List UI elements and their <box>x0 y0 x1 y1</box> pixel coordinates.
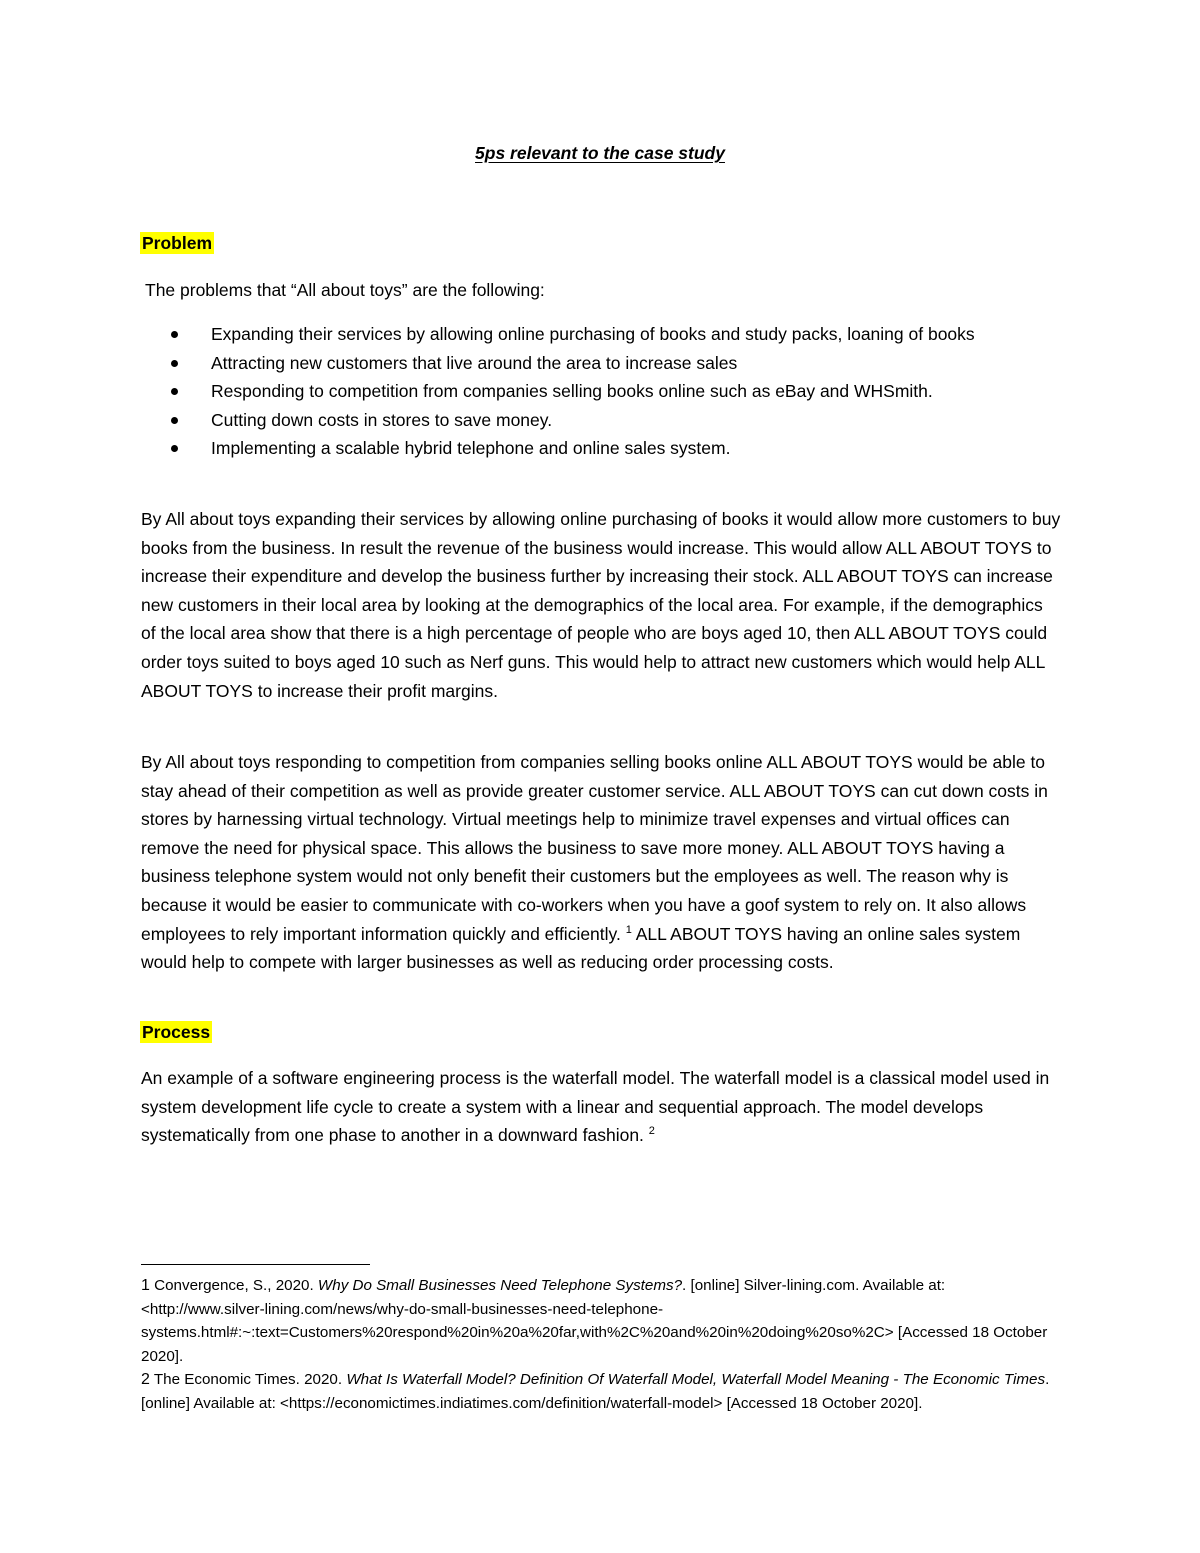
problem-paragraph-1: By All about toys expanding their services by allowing online purchasing of books it would allow more customers to buy books from the business. In result the revenue of the business would increase. This would allow ALL ABOUT TOYS to increase their expenditure and develop the business further by increasing their stock. ALL ABOUT TOYS can increase new customers in their local area by looking at the demographics of the local area. For example, if the demographics of the local area show that there is a high percentage of people who are boys aged 10, then ALL ABOUT TOYS could order toys suited to boys aged 10 such as Nerf guns. This would help to attract new customers which would help ALL ABOUT TOYS to increase their profit margins. <box>141 509 1061 701</box>
problem-list <box>163 320 1043 463</box>
footnotes <box>141 1274 1066 1415</box>
process-heading: Process <box>142 1022 211 1042</box>
list-item: Expanding their services by allowing online purchasing of books and study packs, loaning of books <box>163 320 1043 349</box>
list-item: Cutting down costs in stores to save money. <box>163 406 1043 435</box>
footnote-1-link-text[interactable]: . [online] Silver-lining.com. Available at: <http://www.silver-lining.com/news/why-do-small-businesses-need-telephone-systems.html#:~:text=Customers%20respond%20in%20a%20far,with%2C%20and%20in%20doing%20so%2C> [Accessed 18 October 2020]. <box>141 1277 1048 1365</box>
bullet-icon <box>171 445 178 452</box>
footnote-ref-2[interactable]: 2 <box>648 1125 655 1138</box>
document-title: 5ps relevant to the case study <box>475 143 725 163</box>
list-item: Attracting new customers that live around the area to increase sales <box>163 349 1043 378</box>
process-paragraph: An example of a software engineering process is the waterfall model. The waterfall model is a classical model used in system development life cycle to create a system with a linear and sequential approach. The model develops systematically from one phase to another in a downward fashion. $^2$ <box>141 1068 1050 1146</box>
list-item: Responding to competition from companies selling books online such as eBay and WHSmith. <box>163 377 1043 406</box>
bullet-icon <box>171 388 178 395</box>
problem-intro: The problems that “All about toys” are the following: <box>145 280 545 300</box>
footnote-2: 2 The Economic Times. 2020. What Is Waterfall Model? Definition Of Waterfall Model, Waterfall Model Meaning - The Economic Times. [online] Available at: <https://economictimes.indiatimes.com/definition/waterfall-model> [Accessed 18 October 2020]. <box>141 1371 1050 1412</box>
bullet-icon <box>171 360 178 367</box>
problem-paragraph-2: By All about toys responding to competition from companies selling books online ALL ABOUT TOYS would be able to stay ahead of their competition as well as provide greater customer service. ALL ABOUT TOYS can cut down costs in stores by harnessing virtual technology. Virtual meetings help to minimize travel expenses and virtual offices can remove the need for physical space. This allows the business to save more money. ALL ABOUT TOYS having a business telephone system would not only benefit their customers but the employees as well. The reason why is because it would be easier to communicate with co-workers when you have a goof system to rely on. It also allows employees to rely important information quickly and efficiently. $^1$ ALL ABOUT TOYS having an online sales system would help to compete with larger businesses as well as reducing order processing costs. <box>141 752 1048 973</box>
list-item: Implementing a scalable hybrid telephone and online sales system. <box>163 434 1043 463</box>
bullet-icon <box>171 331 178 338</box>
footnote-separator <box>141 1264 370 1265</box>
footnote-2-link-text[interactable]: . [online] Available at: <https://economictimes.indiatimes.com/definition/waterfall-model> [Accessed 18 October 2020]. <box>141 1371 1050 1412</box>
footnote-ref-1[interactable]: 1 <box>625 923 632 936</box>
footnote-1: 1 Convergence, S., 2020. Why Do Small Businesses Need Telephone Systems?. [online] Silver-lining.com. Available at: <http://www.silver-lining.com/news/why-do-small-businesses-need-telephone-systems.html#:~:text=Customers%20respond%20in%20a%20far,with%2C%20and%20in%20doing%20so%2C> [Accessed 18 October 2020]. <box>141 1277 1048 1365</box>
bullet-icon <box>171 417 178 424</box>
problem-heading: Problem <box>142 233 213 253</box>
